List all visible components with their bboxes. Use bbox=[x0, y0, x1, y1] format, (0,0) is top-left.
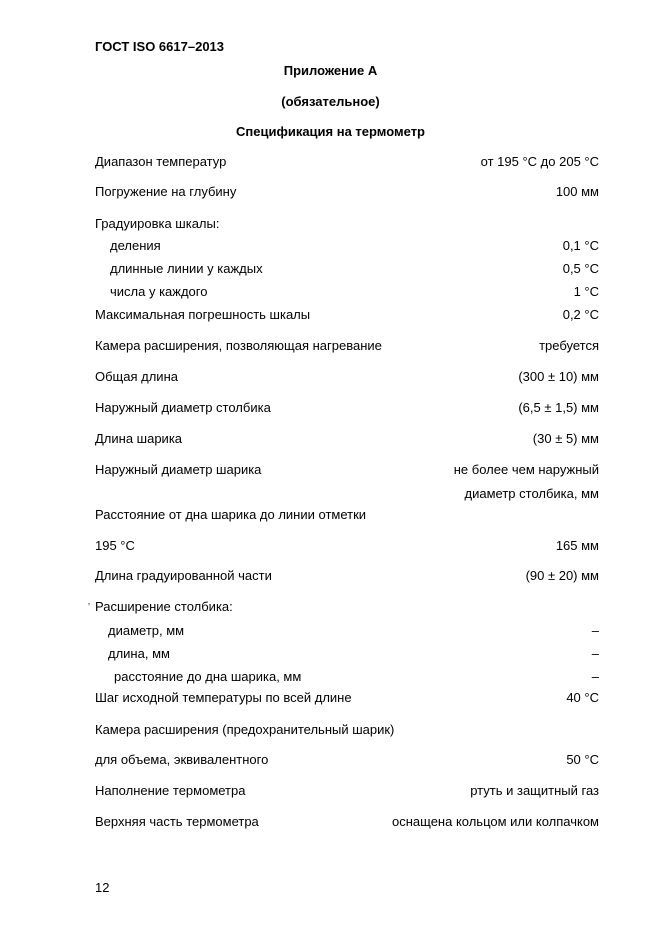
spec-value: 100 мм bbox=[555, 184, 599, 199]
spec-row-temp-range bbox=[95, 153, 599, 171]
spec-row-distance bbox=[95, 506, 599, 524]
spec-row-divisions bbox=[95, 237, 599, 255]
spec-row-long-lines bbox=[95, 260, 599, 278]
spec-value: – bbox=[591, 623, 599, 638]
spec-label: расстояние до дна шарика, мм bbox=[114, 669, 302, 684]
spec-value: 0,2 °С bbox=[562, 307, 599, 322]
spec-label: длинные линии у каждых bbox=[110, 261, 263, 276]
spec-label: Длина градуированной части bbox=[95, 568, 272, 583]
spec-row-distance-195 bbox=[95, 537, 599, 555]
spec-row-stem-diameter bbox=[95, 399, 599, 417]
spec-value: 50 °С bbox=[566, 752, 599, 767]
spec-row-max-error bbox=[95, 306, 599, 324]
spec-value: (300 ± 10) мм bbox=[518, 369, 599, 384]
spec-row-filling bbox=[95, 782, 599, 800]
spec-row-bulb-diameter-cont bbox=[95, 485, 599, 503]
spec-label: Камера расширения, позволяющая нагревание bbox=[95, 338, 382, 353]
spec-value: не более чем наружный bbox=[453, 462, 599, 477]
spec-value: – bbox=[591, 669, 599, 684]
spec-row-exp-diameter bbox=[95, 622, 599, 640]
spec-row-bulb-diameter bbox=[95, 461, 599, 479]
spec-label: для объема, эквивалентного bbox=[95, 752, 269, 767]
spec-label: Максимальная погрешность шкалы bbox=[95, 307, 311, 322]
spec-value: оснащена кольцом или колпачком bbox=[392, 814, 599, 829]
spec-row-total-length bbox=[95, 368, 599, 386]
spec-row-graduated-length bbox=[95, 567, 599, 585]
spec-label: Наружный диаметр столбика bbox=[95, 400, 271, 415]
spec-value: требуется bbox=[539, 338, 599, 353]
spec-value: (30 ± 5) мм bbox=[532, 431, 599, 446]
spec-row-volume-equiv bbox=[95, 751, 599, 769]
spec-row-graduation bbox=[95, 215, 599, 233]
spec-label: числа у каждого bbox=[110, 284, 208, 299]
spec-label: диаметр, мм bbox=[108, 623, 185, 638]
spec-value: от 195 °С до 205 °С bbox=[480, 154, 599, 169]
spec-label: Погружение на глубину bbox=[95, 184, 237, 199]
spec-row-initial-temp-step bbox=[95, 689, 599, 707]
spec-label: деления bbox=[110, 238, 161, 253]
spec-label: Камера расширения (предохранительный шарик) bbox=[95, 722, 395, 737]
spec-value: 1 °С bbox=[573, 284, 599, 299]
spec-label: Верхняя часть термометра bbox=[95, 814, 259, 829]
spec-label: Наружный диаметр шарика bbox=[95, 462, 262, 477]
spec-label: Градуировка шкалы: bbox=[95, 216, 220, 231]
spec-heading: Спецификация на термометр bbox=[236, 124, 425, 139]
spec-value: 40 °С bbox=[566, 690, 599, 705]
spec-row-immersion bbox=[95, 183, 599, 201]
spec-value: ртуть и защитный газ bbox=[470, 783, 599, 798]
spec-label: Шаг исходной температуры по всей длине bbox=[95, 690, 352, 705]
spec-row-safety-bulb bbox=[95, 721, 599, 739]
spec-row-exp-distance bbox=[95, 668, 599, 686]
spec-label: длина, мм bbox=[108, 646, 170, 661]
spec-value: (6,5 ± 1,5) мм bbox=[518, 400, 599, 415]
spec-row-numbers bbox=[95, 283, 599, 301]
spec-row-stem-expansion bbox=[95, 598, 599, 616]
spec-value: 165 мм bbox=[555, 538, 599, 553]
spec-row-exp-length bbox=[95, 645, 599, 663]
appendix-status: (обязательное) bbox=[281, 94, 380, 109]
spec-label: Длина шарика bbox=[95, 431, 183, 446]
margin-mark: ʼ bbox=[88, 602, 90, 612]
spec-row-top-part bbox=[95, 813, 599, 831]
spec-row-bulb-length bbox=[95, 430, 599, 448]
spec-value: 0,5 °С bbox=[562, 261, 599, 276]
spec-value: (90 ± 20) мм bbox=[525, 568, 599, 583]
document-code: ГОСТ ISO 6617–2013 bbox=[95, 39, 225, 54]
spec-label: Общая длина bbox=[95, 369, 178, 384]
spec-label: Диапазон температур bbox=[95, 154, 227, 169]
spec-value: диаметр столбика, мм bbox=[464, 486, 599, 501]
spec-value: 0,1 °С bbox=[562, 238, 599, 253]
spec-row-expansion-chamber bbox=[95, 337, 599, 355]
spec-label: Расстояние от дна шарика до линии отметки bbox=[95, 507, 367, 522]
spec-label: Расширение столбика: bbox=[95, 599, 233, 614]
spec-label: 195 °С bbox=[95, 538, 135, 553]
page-number: 12 bbox=[95, 880, 110, 895]
spec-value: – bbox=[591, 646, 599, 661]
appendix-title: Приложение А bbox=[283, 63, 378, 78]
spec-label: Наполнение термометра bbox=[95, 783, 246, 798]
